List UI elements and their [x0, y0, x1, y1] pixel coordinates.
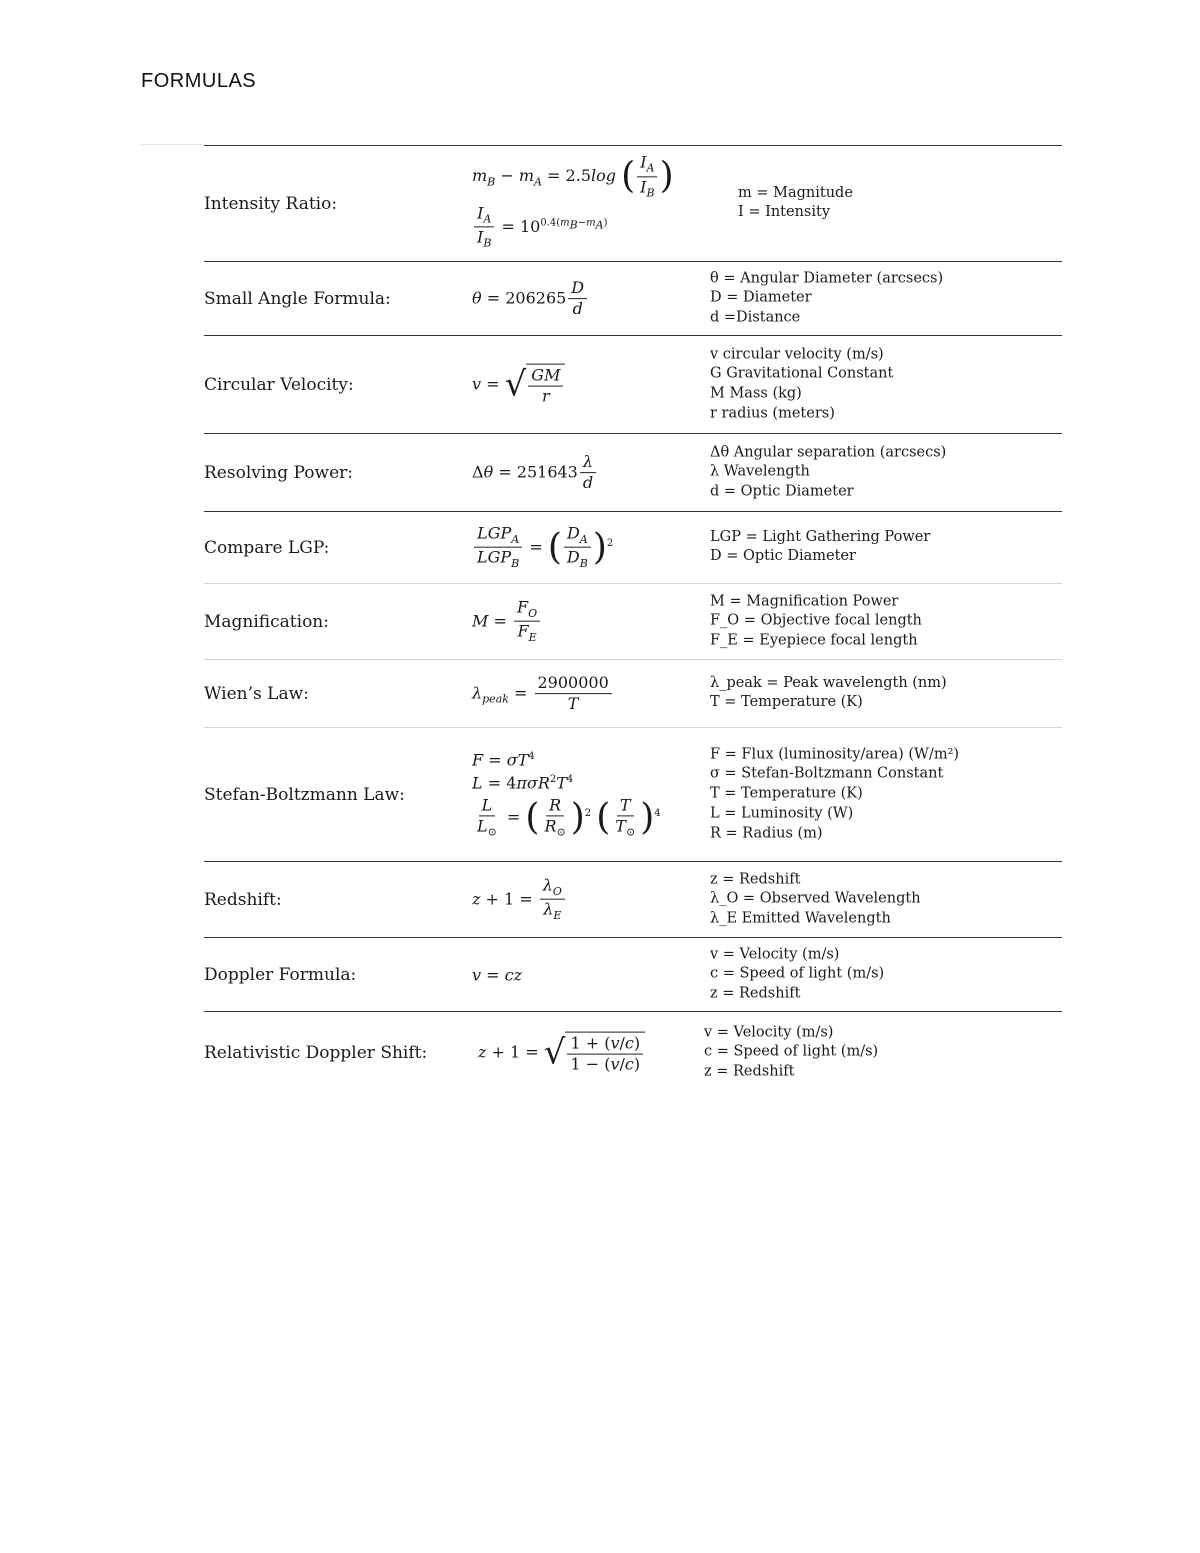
- definition: σ = Stefan-Boltzmann Constant: [710, 765, 944, 782]
- row-stefan-boltzmann: [204, 727, 1062, 861]
- formula-text: λ_peak = 2900000 / T: [80, 1540, 92, 1541]
- row-label: Wien’s Law:: [204, 683, 309, 704]
- row-intensity-ratio: [204, 145, 1062, 261]
- formula-doppler: v = cz: [472, 965, 523, 984]
- definition: z = Redshift: [710, 985, 801, 1002]
- faint-divider: [141, 144, 205, 145]
- formula-text: z + 1 = λ_O / λ_E: [120, 1540, 130, 1541]
- definition: R = Radius (m): [710, 825, 823, 842]
- formula-relativistic-doppler: z + 1 = √ $\frac{1 + (v/c)}{1 - (v/c)}$: [478, 1031, 645, 1074]
- definition: m = Magnitude: [738, 184, 853, 201]
- definition: r radius (meters): [710, 405, 835, 422]
- definition: θ = Angular Diameter (arcsecs): [710, 269, 944, 286]
- definition: T = Temperature (K): [710, 694, 863, 711]
- row-label: Magnification:: [204, 611, 329, 632]
- definitions: [738, 184, 853, 224]
- formula-redshift: z + 1 = $\frac{\lambda_O}{\lambda_E}$: [472, 876, 567, 923]
- row-small-angle: [204, 261, 1062, 335]
- formula-compare-lgp: $\frac{LGP_A}{LGP_B}$ = ( $\frac{D_A}{D_B}$ )$^2$: [472, 524, 613, 571]
- row-label: Small Angle Formula:: [204, 288, 391, 309]
- definition: Δθ Angular separation (arcsecs): [710, 443, 947, 460]
- definition: I = Intensity: [738, 204, 831, 221]
- definition: F = Flux (luminosity/area) (W/m²): [710, 746, 960, 763]
- formula-text: z + 1 = √((1 + (v/c)) / (1 − (v/c))): [133, 1540, 150, 1541]
- row-label: Circular Velocity:: [204, 374, 354, 395]
- row-redshift: [204, 861, 1062, 937]
- formula-circular-velocity: v = √ $\frac{GM}{r}$: [472, 363, 565, 406]
- definition: c = Speed of light (m/s): [710, 965, 885, 982]
- formula-text: m_B − m_A = 2.5log(I_A / I_B): [0, 1540, 16, 1541]
- definition: v = Velocity (m/s): [704, 1023, 834, 1040]
- formula-text: Δθ = 251643 λ/d: [47, 1540, 56, 1541]
- definition: D = Diameter: [710, 289, 812, 306]
- definitions: [710, 443, 946, 502]
- formula-text: F = σT^4: [91, 1540, 97, 1541]
- definitions: [710, 674, 947, 714]
- definition: d = Optic Diameter: [710, 483, 854, 500]
- definition: λ Wavelength: [710, 463, 810, 480]
- row-label: Doppler Formula:: [204, 964, 357, 985]
- definition: G Gravitational Constant: [710, 365, 894, 382]
- definitions: [710, 345, 893, 424]
- formula-text: v = √(GM/r): [40, 1540, 47, 1541]
- definitions: [704, 1023, 878, 1082]
- page-title: FORMULAS: [141, 70, 257, 92]
- formula-text: θ = 206265 D/d: [32, 1540, 41, 1541]
- formula-text-index: [0, 1540, 1200, 1550]
- definition: λ_E Emitted Wavelength: [710, 910, 891, 927]
- definition: M = Magnification Power: [710, 592, 899, 609]
- formula-magnification: M = $\frac{F_O}{F_E}$: [472, 598, 542, 645]
- definition: v = Velocity (m/s): [710, 945, 840, 962]
- definition: z = Redshift: [704, 1063, 795, 1080]
- row-circular-velocity: [204, 335, 1062, 433]
- formula-line: $L = 4\pi\sigma R^2T^4$: [472, 772, 574, 792]
- definition: c = Speed of light (m/s): [704, 1043, 879, 1060]
- row-label: Intensity Ratio:: [204, 193, 338, 214]
- formula-intensity-ratio: [472, 149, 674, 254]
- formula-text: v = cz: [129, 1540, 133, 1541]
- definitions: [710, 269, 943, 328]
- formula-line: $\frac{L}{L_⊙}$ = ( $\frac{R}{R_⊙}$ )$^2$ ( $\frac{T}{T_⊙}$ )$^4$: [477, 794, 661, 839]
- formula-text: LGP_A / LGP_B = (D_A / D_B)^2: [55, 1540, 73, 1541]
- formula-resolving-power: Δθ = 251643 $\frac{\lambda}{d}$: [472, 453, 598, 493]
- formula-text: L/L⊙ = (R/R⊙)^2 (T/T⊙)^4: [106, 1540, 121, 1541]
- row-label: Resolving Power:: [204, 462, 353, 483]
- formula-line: $F = \sigma T^4$: [472, 749, 535, 769]
- definitions: [710, 592, 922, 651]
- row-magnification: [204, 583, 1062, 659]
- formula-text: I_A / I_B = 10^(0.4(m_B−m_A)): [15, 1540, 32, 1541]
- definition: T = Temperature (K): [710, 785, 863, 802]
- row-label: Redshift:: [204, 889, 282, 910]
- formula-stefan-boltzmann: [472, 746, 661, 843]
- definition: v circular velocity (m/s): [710, 345, 884, 362]
- row-doppler: [204, 937, 1062, 1011]
- row-label: Relativistic Doppler Shift:: [204, 1042, 428, 1063]
- definition: F_O = Objective focal length: [710, 612, 922, 629]
- formula-line: $m_B - m_A = 2.5\log$ ( $\frac{I_A}{I_B}$ ): [472, 152, 674, 200]
- row-label: Stefan-Boltzmann Law:: [204, 784, 405, 805]
- row-resolving-power: [204, 433, 1062, 511]
- row-label: Compare LGP:: [204, 537, 330, 558]
- formula-text: L = 4πσR^2T^4: [97, 1540, 106, 1541]
- definitions: [710, 528, 930, 568]
- formula-line: $\frac{I_A}{I_B}$ = $10^{0.4(m_B-m_A)}$: [472, 204, 674, 251]
- row-wiens-law: [204, 659, 1062, 727]
- definitions: [710, 745, 959, 844]
- formula-wiens-law: $\lambda_{peak}$ = $\frac{2900000}{T}$: [472, 674, 614, 714]
- definition: LGP = Light Gathering Power: [710, 528, 931, 545]
- formula-text: M = F_O / F_E: [72, 1540, 81, 1541]
- formula-small-angle: θ = 206265 $\frac{D}{d}$: [472, 279, 589, 319]
- definitions: [710, 870, 921, 929]
- definition: λ_peak = Peak wavelength (nm): [710, 674, 947, 691]
- definition: D = Optic Diameter: [710, 548, 856, 565]
- definitions: [710, 945, 884, 1004]
- definition: F_E = Eyepiece focal length: [710, 632, 918, 649]
- definition: M Mass (kg): [710, 385, 802, 402]
- row-compare-lgp: [204, 511, 1062, 583]
- definition: d =Distance: [710, 309, 801, 326]
- definition: λ_O = Observed Wavelength: [710, 890, 921, 907]
- definition: L = Luminosity (W): [710, 805, 854, 822]
- definition: z = Redshift: [710, 870, 801, 887]
- row-relativistic-doppler: [204, 1011, 1062, 1093]
- formula-table: [204, 145, 1062, 1093]
